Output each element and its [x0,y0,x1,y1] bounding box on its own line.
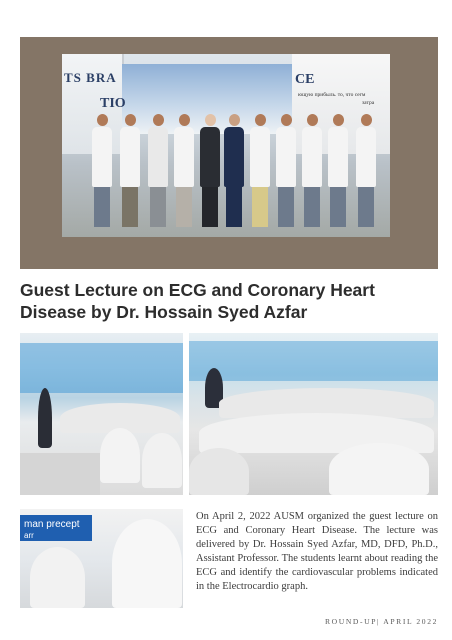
person-2 [120,114,140,227]
person-6-speaker [224,114,244,227]
person-10 [328,114,348,227]
person-8 [276,114,296,227]
lecture-photo-classroom [20,333,183,495]
person-4 [174,114,194,227]
lecture-photo-audience [189,333,438,495]
student-closeup-1 [30,547,85,608]
lecture-photo-closeup [20,509,183,608]
student-closeup-2 [112,519,182,608]
person-9 [302,114,322,227]
person-3 [148,114,168,227]
slide-text-right-sub: ющую прибыль. то, что сегм [298,92,366,98]
hero-group-photo [62,54,390,237]
article-body: On April 2, 2022 AUSM organized the guest lecture on ECG and Coronary Heart Disease. The lecture was delivered by Dr. Hossain Syed Azfar, MD, DFD, Ph.D., Assistant Professor. The students learnt about reading the ECG and identify the cardiovascular problems indicated in the Electrocardio graph. [196,511,438,593]
slide-text-left: TS BRA [64,70,117,85]
slide-text-left-2: TIO [100,96,126,111]
person-1 [92,114,112,227]
person-11 [356,114,376,227]
page-footer: ROUND-UP| APRIL 2022 [325,617,438,626]
banner-text-2: arr [24,531,34,540]
window-band [20,343,183,393]
slide-text-right-sub2: затра [362,100,375,106]
window-band [189,341,438,381]
student-front-left [189,448,249,495]
student-front-right [329,443,429,495]
slide-text-right: CE [295,72,315,87]
student-front-2 [142,433,182,488]
person-7 [250,114,270,227]
speaker-figure [38,388,52,448]
student-front [100,428,140,483]
banner-text-1: man precept [24,519,80,530]
person-5 [200,114,220,227]
desk [20,453,100,495]
page-title: Guest Lecture on ECG and Coronary Heart Disease by Dr. Hossain Syed Azfar [20,280,375,322]
